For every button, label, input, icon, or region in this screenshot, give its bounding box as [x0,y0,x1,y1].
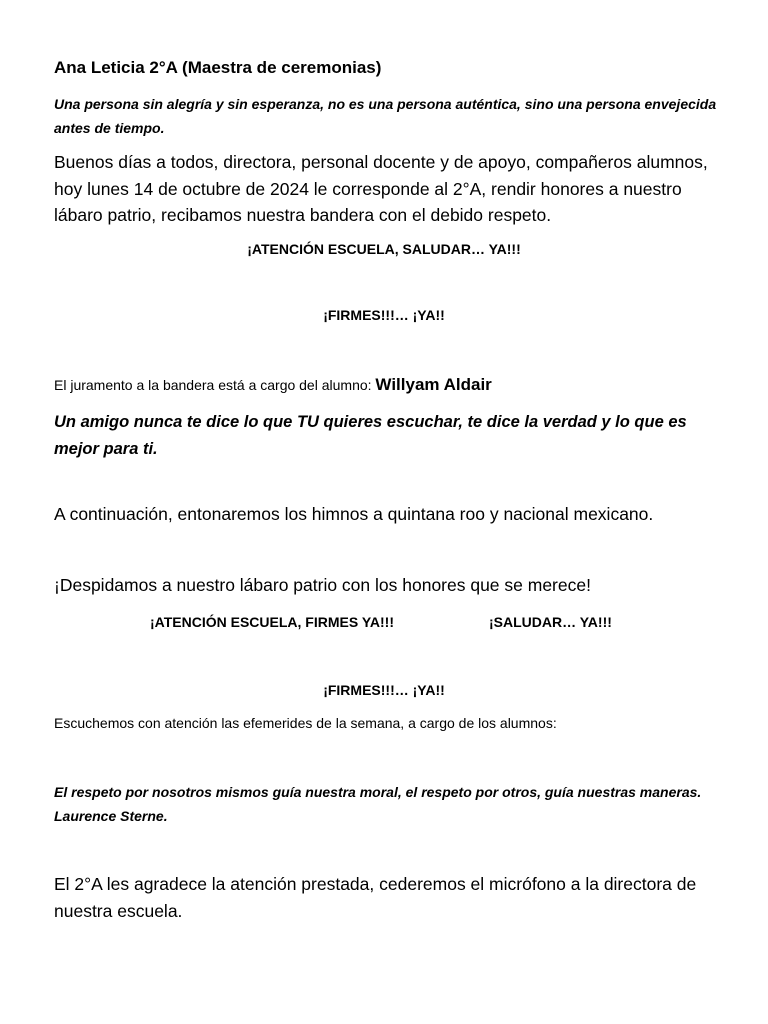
anthems-paragraph: A continuación, entonaremos los himnos a quintana roo y nacional mexicano. [54,504,654,524]
closing-paragraph: El 2°A les agradece la atención prestada, cederemos el micrófono a la directora de nuestra escuela. [54,874,697,921]
oath-line [54,375,492,395]
command-firm: ¡FIRMES!!!… ¡YA!! [323,307,445,323]
friendship-quote: Un amigo nunca te dice lo que TU quieres escuchar, te dice la verdad y lo que es mejor para ti. [54,413,687,458]
command-firm-second: ¡FIRMES!!!… ¡YA!! [323,682,445,698]
command-attention-firm: ¡ATENCIÓN ESCUELA, FIRMES YA!!! [150,614,394,630]
efemerides-paragraph: Escuchemos con atención las efemerides de la semana, a cargo de los alumnos: [54,715,557,731]
oath-student-name: Willyam Aldair [375,375,492,394]
document-title: Ana Leticia 2°A (Maestra de ceremonias) [54,58,382,77]
farewell-paragraph: ¡Despidamos a nuestro lábaro patrio con los honores que se merece! [54,575,591,595]
command-salute: ¡SALUDAR… YA!!! [489,614,612,630]
respect-quote: El respeto por nosotros mismos guía nuestra moral, el respeto por otros, guía nuestras maneras. Laurence Sterne. [54,784,702,824]
command-attention-salute: ¡ATENCIÓN ESCUELA, SALUDAR… YA!!! [247,241,521,257]
welcome-paragraph: Buenos días a todos, directora, personal docente y de apoyo, compañeros alumnos, hoy lunes 14 de octubre de 2024 le corresponde al 2°A, rendir honores a nuestro lábaro patrio, recibamos nuestra bandera con el debido respeto. [54,152,708,225]
oath-text: El juramento a la bandera está a cargo del alumno: [54,377,372,393]
opening-quote: Una persona sin alegría y sin esperanza, no es una persona auténtica, sino una persona envejecida antes de tiempo. [54,96,717,136]
